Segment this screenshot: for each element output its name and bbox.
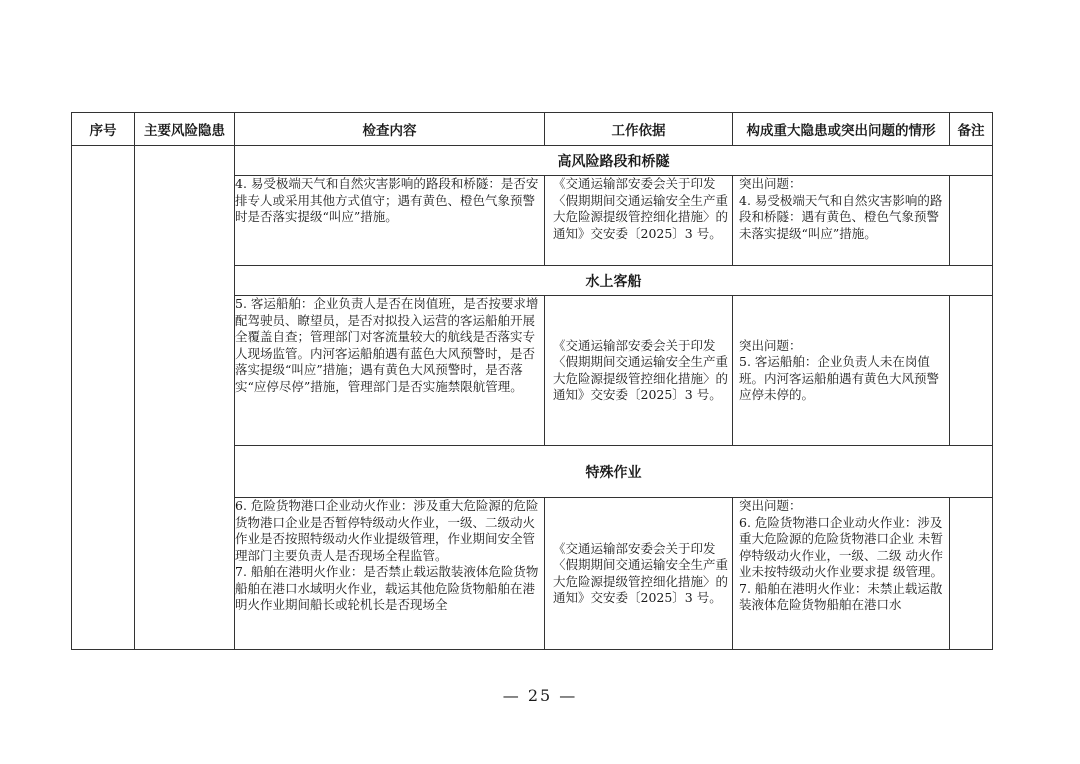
- header-risk: 主要风险隐患: [135, 113, 235, 146]
- header-row: [72, 113, 993, 146]
- risk-cell: [135, 146, 235, 650]
- remark-cell: [950, 296, 993, 446]
- section-title-row: [72, 146, 993, 176]
- situation-cell: 突出问题： 5. 客运船舶：企业负责人未在岗值班。内河客运船舶遇有黄色大风预警应停未停的。: [733, 296, 950, 446]
- no-cell: [72, 146, 135, 650]
- basis-cell: 《交通运输部安委会关于印发〈假期期间交通运输安全生产重大危险源提级管控细化措施〉的通知》交安委〔2025〕3 号。: [545, 176, 733, 266]
- inspection-table: [71, 112, 993, 650]
- content-cell: 4. 易受极端天气和自然灾害影响的路段和桥隧：是否安排专人或采用其他方式值守；遇有黄色、橙色气象预警时是否落实提级“叫应”措施。: [235, 176, 545, 266]
- section-title: 高风险路段和桥隧: [235, 146, 993, 176]
- basis-cell: 《交通运输部安委会关于印发〈假期期间交通运输安全生产重大危险源提级管控细化措施〉的通知》交安委〔2025〕3 号。: [545, 498, 733, 650]
- header-remark: 备注: [950, 113, 993, 146]
- situation-cell: 突出问题： 4. 易受极端天气和自然灾害影响的路段和桥隧：遇有黄色、橙色气象预警未落实提级“叫应”措施。: [733, 176, 950, 266]
- remark-cell: [950, 498, 993, 650]
- header-situation: 构成重大隐患或突出问题的情形: [733, 113, 950, 146]
- content-cell: 6. 危险货物港口企业动火作业：涉及重大危险源的危险货物港口企业是否暂停特级动火作业，一级、二级动火作业是否按照特级动火作业提级管理，作业期间安全管理部门主要负责人是否现场全程监管。 7. 船舶在港明火作业：是否禁止载运散装液体危险货物船舶在港口水域明火作业，载运其他危险货物船舶在港明火作业期间船长或轮机长是否现场全: [235, 498, 545, 650]
- basis-cell: 《交通运输部安委会关于印发〈假期期间交通运输安全生产重大危险源提级管控细化措施〉的通知》交安委〔2025〕3 号。: [545, 296, 733, 446]
- header-no: 序号: [72, 113, 135, 146]
- page-number: — 25 —: [502, 686, 578, 705]
- section-title: 水上客船: [235, 266, 993, 296]
- situation-cell: 突出问题： 6. 危险货物港口企业动火作业：涉及重大危险源的危险货物港口企业 未暂停特级动火作业，一级、二级 动火作业未按特级动火作业要求提 级管理。 7. 船舶在港明火作业：未禁止载运散装液体危险货物船舶在港口水: [733, 498, 950, 650]
- header-content: 检查内容: [235, 113, 545, 146]
- header-basis: 工作依据: [545, 113, 733, 146]
- remark-cell: [950, 176, 993, 266]
- section-title: 特殊作业: [235, 446, 993, 498]
- content-cell: 5. 客运船舶：企业负责人是否在岗值班，是否按要求增配驾驶员、瞭望员，是否对拟投入运营的客运船舶开展全覆盖自查；管理部门对客流量较大的航线是否落实专人现场监管。内河客运船舶遇有蓝色大风预警时，是否落实提级“叫应”措施；遇有黄色大风预警时，是否落实“应停尽停”措施，管理部门是否实施禁限航管理。: [235, 296, 545, 446]
